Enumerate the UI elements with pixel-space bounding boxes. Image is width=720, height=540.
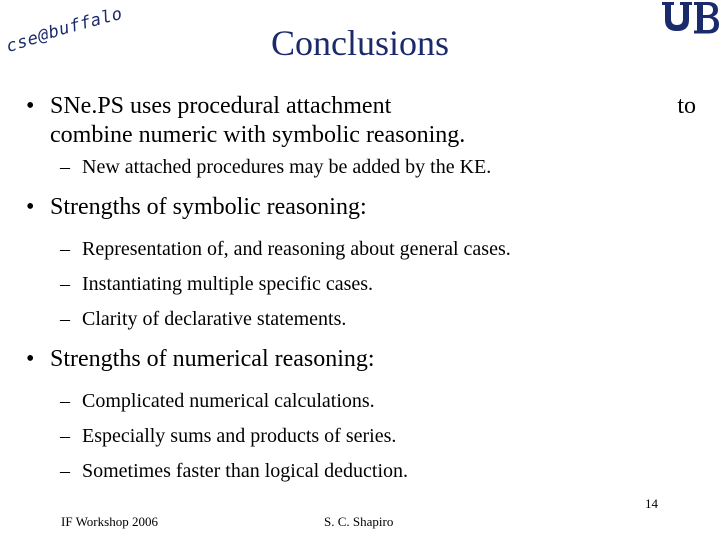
footer-author: S. C. Shapiro (324, 514, 394, 529)
page-number: 14 (645, 496, 658, 511)
bullet-text-tail: to (677, 93, 696, 119)
sub-list-symbolic (26, 232, 706, 337)
slide-title: Conclusions (270, 23, 449, 63)
list-item (26, 454, 706, 489)
sub-list-procedural (26, 150, 706, 185)
bullet-numerical-strengths (26, 345, 706, 374)
list-item (26, 150, 706, 185)
dash-marker: – (60, 390, 70, 412)
list-item (26, 267, 706, 302)
bullet-symbolic-strengths (26, 193, 706, 222)
slide-content (26, 92, 706, 489)
list-item-text: Clarity of declarative statements. (82, 308, 347, 330)
bullet-text: Strengths of numerical reasoning: (50, 346, 375, 372)
bullet-dot: • (26, 93, 35, 119)
list-item (26, 232, 706, 267)
list-item-text: New attached procedures may be added by the KE. (82, 156, 492, 178)
dash-marker: – (60, 425, 70, 447)
list-item (26, 302, 706, 337)
list-item-text: Representation of, and reasoning about general cases. (82, 238, 511, 260)
list-item-text: Instantiating multiple specific cases. (82, 273, 374, 295)
list-item-text: Sometimes faster than logical deduction. (82, 460, 409, 482)
bullet-dot: • (26, 194, 35, 220)
list-item-text: Especially sums and products of series. (82, 425, 397, 447)
dash-marker: – (60, 238, 70, 260)
bullet-text: Strengths of symbolic reasoning: (50, 194, 367, 220)
cse-buffalo-logo-text: cse@buffalo (4, 3, 125, 57)
bullet-procedural-attachment (26, 92, 706, 150)
bullet-text-line2: combine numeric with symbolic reasoning. (50, 122, 466, 148)
dash-marker: – (60, 460, 70, 482)
list-item (26, 384, 706, 419)
sub-list-numerical (26, 384, 706, 489)
footer-event: IF Workshop 2006 (61, 514, 158, 529)
list-item (26, 419, 706, 454)
dash-marker: – (60, 308, 70, 330)
dash-marker: – (60, 273, 70, 295)
list-item-text: Complicated numerical calculations. (82, 390, 375, 412)
dash-marker: – (60, 156, 70, 178)
bullet-dot: • (26, 346, 35, 372)
bullet-text-line1: SNe.PS uses procedural attachment (50, 93, 392, 119)
